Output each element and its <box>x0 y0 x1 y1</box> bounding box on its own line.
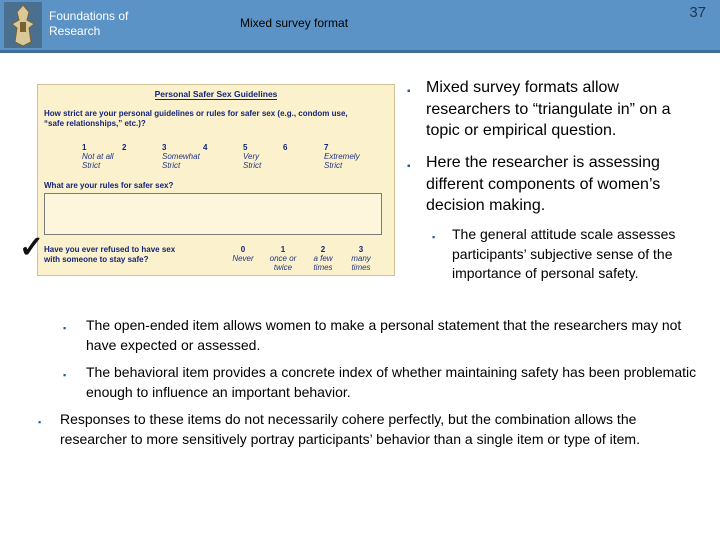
bullet-open-ended <box>63 316 703 355</box>
heraldic-crest-icon <box>4 2 42 48</box>
rating-scale <box>82 143 372 171</box>
scale-point: 6 <box>283 143 288 152</box>
bullet-marker-icon: ▪ <box>432 232 436 242</box>
slide-title: Mixed survey format <box>240 16 349 30</box>
checkmark-icon: ✓ <box>19 231 45 264</box>
course-line-1: Foundations of <box>49 9 129 23</box>
survey-title: Personal Safer Sex Guidelines <box>154 89 278 99</box>
scale-point: 5 Very Strict <box>243 143 262 170</box>
bullet-text: The open-ended item allows women to make a personal statement that the researchers may not have expected or assessed. <box>86 317 682 353</box>
course-name <box>49 9 149 39</box>
survey-example-image <box>37 84 395 276</box>
scale-point: 3 Somewhat Strict <box>162 143 200 170</box>
bullet-text: The behavioral item provides a concrete index of whether maintaining safety has been problematic enough to influence an important behavior. <box>86 364 697 400</box>
survey-question-attitude: How strict are your personal guidelines or rules for safer sex (e.g., condom use, “safe relationships,” etc.)? <box>44 109 348 128</box>
behavior-option: 1 once or twice <box>269 245 297 272</box>
survey-question-behavioral: Have you ever refused to have sex with someone to stay safe? <box>44 245 176 264</box>
bullet-marker-icon: ▪ <box>407 161 411 172</box>
bullet-marker-icon: ▪ <box>63 323 67 333</box>
open-ended-response-box <box>44 193 382 235</box>
bullet-marker-icon: ▪ <box>63 370 67 380</box>
bullet-behavioral <box>63 363 703 402</box>
bullet-components <box>407 152 707 217</box>
bullet-text: Responses to these items do not necessarily cohere perfectly, but the combination allows the researcher to more sensitively portray participants’ behavior than a single item or type of item. <box>60 411 640 447</box>
bullet-text: Mixed survey formats allow researchers to “triangulate in” on a topic or empirical question. <box>426 79 671 139</box>
course-line-2: Research <box>49 24 101 38</box>
scale-point: 7 Extremely Strict <box>324 143 360 170</box>
scale-point: 4 <box>203 143 208 152</box>
behavior-option: 2 a few times <box>313 245 333 272</box>
bullet-mixed-formats <box>407 77 707 142</box>
behavior-option: 3 many times <box>351 245 371 272</box>
behavioral-options <box>230 245 380 275</box>
survey-question-open-ended: What are your rules for safer sex? <box>44 181 174 190</box>
bullet-responses <box>38 410 703 449</box>
scale-point: 1 Not at all Strict <box>82 143 114 170</box>
bullet-attitude-scale <box>432 225 694 284</box>
bullet-marker-icon: ▪ <box>38 417 42 427</box>
scale-point: 2 <box>122 143 127 152</box>
bullet-marker-icon: ▪ <box>407 86 411 97</box>
bullet-text: Here the researcher is assessing different components of women’s decision making. <box>426 154 661 214</box>
slide-number: 37 <box>689 4 706 21</box>
behavior-option: 0 Never <box>232 245 254 263</box>
slide-header <box>0 0 720 53</box>
bullet-text: The general attitude scale assesses participants’ subjective sense of the importance of personal safety. <box>452 226 676 281</box>
